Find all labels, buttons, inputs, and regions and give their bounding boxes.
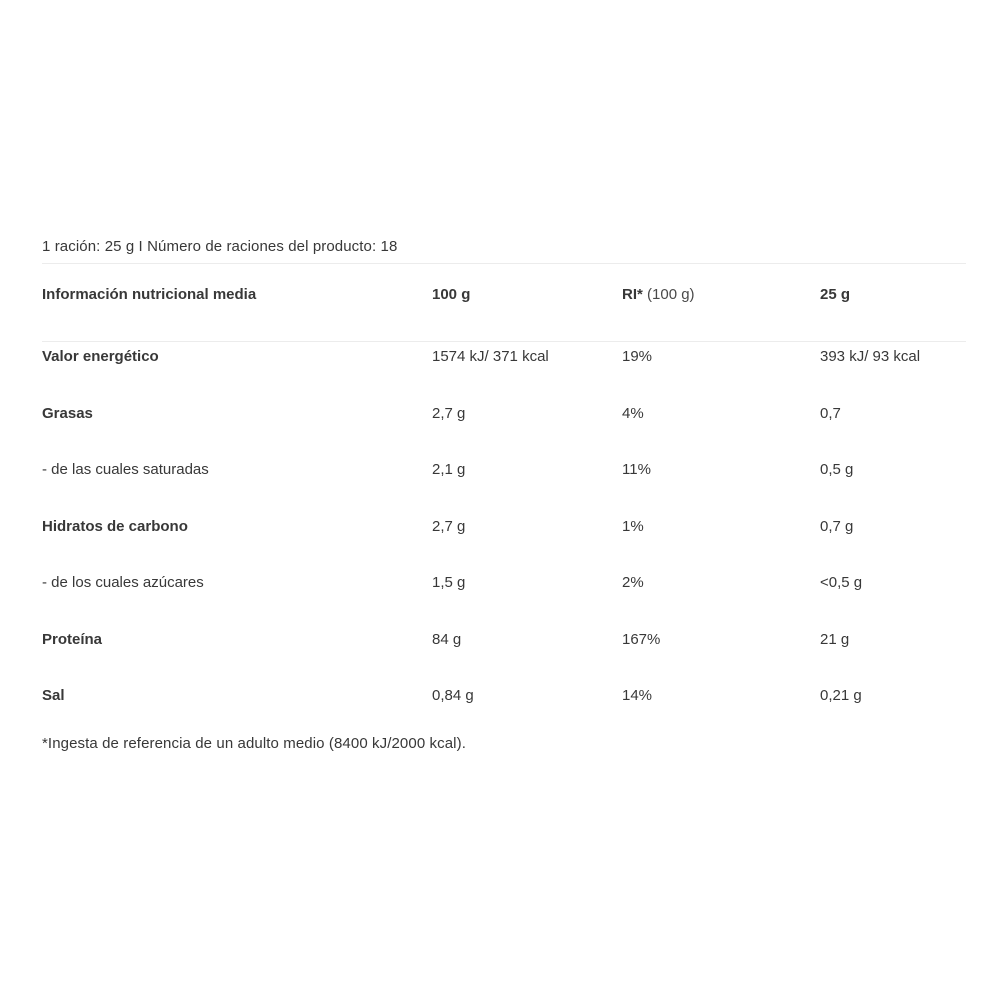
nutrient-label: - de los cuales azúcares <box>42 574 204 591</box>
table-row <box>42 348 966 405</box>
nutrient-label: Proteína <box>42 630 103 648</box>
value-ri-percent: 14% <box>622 687 653 704</box>
value-ri-percent: 4% <box>622 404 644 422</box>
table-row <box>42 405 966 462</box>
value-per-25g: 0,5 g <box>820 461 854 478</box>
value-per-25g: 21 g <box>820 630 850 648</box>
value-per-25g: 0,7 <box>820 404 841 422</box>
table-row <box>42 461 966 518</box>
nutrient-label: Grasas <box>42 404 93 422</box>
value-per-100g: 1574 kJ/ 371 kcal <box>432 348 549 365</box>
value-per-25g: <0,5 g <box>820 574 863 591</box>
header-ri-label <box>622 286 820 303</box>
header-25g-label: 25 g <box>820 286 851 303</box>
value-per-100g: 2,1 g <box>432 461 466 478</box>
value-ri-percent: 2% <box>622 574 644 591</box>
table-row <box>42 574 966 631</box>
header-ri-main: RI* <box>622 286 643 303</box>
header-bottom-rule <box>42 341 966 342</box>
value-ri-percent: 19% <box>622 348 653 365</box>
value-ri-percent: 11% <box>622 461 651 478</box>
header-top-rule <box>42 263 966 264</box>
serving-info-line: 1 ración: 25 g I Número de raciones del producto: 18 <box>42 238 398 255</box>
value-per-100g: 2,7 g <box>432 517 466 535</box>
header-ri-sub: (100 g) <box>647 286 695 303</box>
table-row <box>42 631 966 688</box>
nutrient-label: Hidratos de carbono <box>42 517 188 535</box>
value-per-100g: 1,5 g <box>432 574 466 591</box>
nutrition-table-body <box>42 348 966 744</box>
value-per-100g: 2,7 g <box>432 404 466 422</box>
nutrient-label: Sal <box>42 687 65 704</box>
table-row <box>42 518 966 575</box>
value-per-25g: 393 kJ/ 93 kcal <box>820 348 921 365</box>
header-info-label: Información nutricional media <box>42 286 257 303</box>
value-per-100g: 0,84 g <box>432 687 474 704</box>
value-per-25g: 0,7 g <box>820 517 854 535</box>
value-ri-percent: 1% <box>622 517 644 535</box>
value-per-25g: 0,21 g <box>820 687 862 704</box>
nutrient-label: - de las cuales saturadas <box>42 461 209 478</box>
nutrient-label: Valor energético <box>42 348 159 365</box>
nutrition-table-header <box>42 286 966 303</box>
value-per-100g: 84 g <box>432 630 462 648</box>
reference-intake-footnote: *Ingesta de referencia de un adulto medio (8400 kJ/2000 kcal). <box>42 735 466 752</box>
value-ri-percent: 167% <box>622 630 661 648</box>
header-100g-label: 100 g <box>432 286 471 303</box>
